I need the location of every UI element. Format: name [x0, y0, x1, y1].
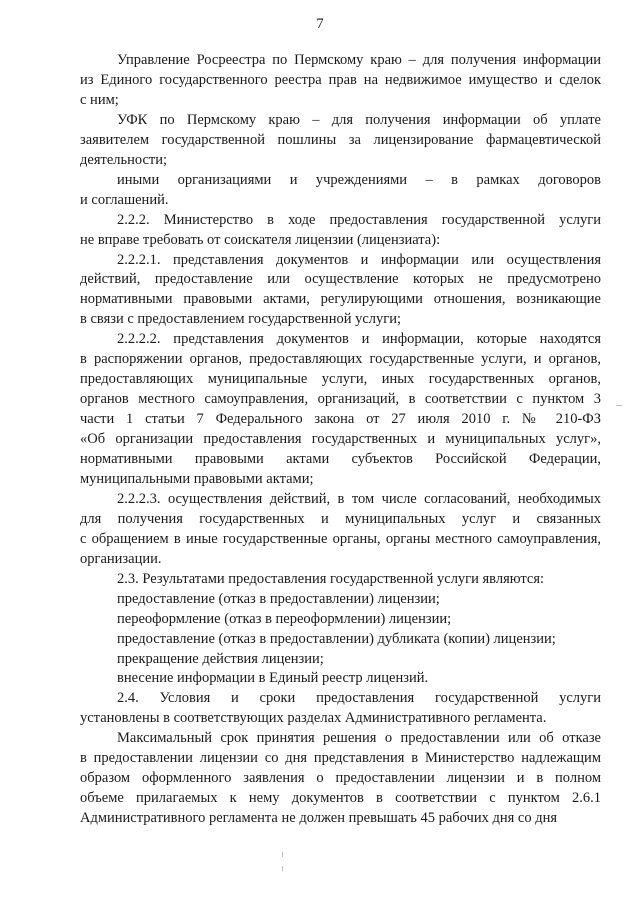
scan-mark: [282, 866, 283, 871]
scan-mark: [616, 405, 622, 406]
page-number: 7: [316, 16, 324, 32]
text-line: установлены в соответствующих разделах Административного регламента.: [80, 710, 547, 727]
text-line: предоставление (отказ в предоставлении) дубликата (копии) лицензии;: [117, 630, 556, 647]
text-line: Управление Росреестра по Пермскому краю – для получения информации: [117, 52, 601, 68]
text-line: деятельности;: [80, 151, 168, 168]
text-line: УФК по Пермскому краю – для получения информации об уплате: [117, 111, 601, 128]
text-line: внесение информации в Единый реестр лицензий.: [117, 670, 429, 687]
text-line: муниципальными правовыми актами;: [80, 470, 314, 487]
text-line: в распоряжении органов, предоставляющих государственные услуги, и органов,: [80, 351, 601, 368]
text-line: объеме прилагаемых к нему документов в соответствии с пунктом 2.6.1: [80, 790, 601, 807]
text-line: 2.2.2.1. представления документов и информации или осуществления: [117, 251, 601, 268]
text-line: в предоставлении лицензии со дня представления в Министерство надлежащим: [80, 750, 601, 767]
text-line: с обращением в иные государственные органы, органы местного самоуправления,: [80, 530, 601, 547]
text-line: Максимальный срок принятия решения о предоставлении или об отказе: [117, 730, 601, 747]
text-line: из Единого государственного реестра прав на недвижимое имущество и сделок: [80, 71, 601, 88]
text-line: 2.3. Результатами предоставления государственной услуги являются:: [117, 570, 545, 587]
text-line: заявителем государственной пошлины за лицензирование фармацевтической: [80, 131, 601, 148]
text-line: 2.4. Условия и сроки предоставления государственной услуги: [117, 690, 601, 707]
text-line: иными организациями и учреждениями – в рамках договоров: [117, 171, 601, 188]
text-line: предоставление (отказ в предоставлении) лицензии;: [117, 590, 440, 607]
text-line: нормативными правовыми актами, регулирующими отношения, возникающие: [80, 291, 601, 308]
text-line: нормативными правовыми актами субъектов Российской Федерации,: [80, 451, 601, 467]
text-line: части 1 статьи 7 Федерального закона от 27 июля 2010 г. № 210-ФЗ: [80, 411, 601, 428]
text-line: Административного регламента не должен превышать 45 рабочих дня со дня: [80, 810, 558, 827]
text-line: 2.2.2. Министерство в ходе предоставления государственной услуги: [117, 211, 601, 228]
text-line: действий, предоставление или осуществление которых не предусмотрено: [80, 271, 601, 288]
text-line: 2.2.2.3. осуществления действий, в том числе согласований, необходимых: [117, 490, 601, 507]
text-line: для получения государственных и муниципальных услуг и связанных: [80, 510, 601, 527]
text-line: 2.2.2.2. представления документов и информации, которые находятся: [117, 331, 601, 348]
text-line: организации.: [80, 550, 162, 567]
text-line: прекращение действия лицензии;: [117, 650, 324, 667]
text-line: в связи с предоставлением государственной услуги;: [80, 311, 401, 328]
text-line: образом оформленного заявления о предоставлении лицензии и в полном: [80, 770, 601, 787]
text-line: и соглашений.: [80, 191, 169, 208]
text-line: переоформление (отказ в переоформлении) лицензии;: [117, 610, 452, 627]
text-line: с ним;: [80, 91, 119, 108]
text-line: предоставляющих муниципальные услуги, иных государственных органов,: [80, 371, 601, 388]
text-line: органов местного самоуправления, организаций, в соответствии с пунктом 3: [80, 391, 601, 408]
text-line: «Об организации предоставления государственных и муниципальных услуг»,: [80, 431, 601, 448]
text-line: не вправе требовать от соискателя лицензии (лицензиата):: [80, 231, 441, 248]
scan-mark: [282, 852, 283, 857]
